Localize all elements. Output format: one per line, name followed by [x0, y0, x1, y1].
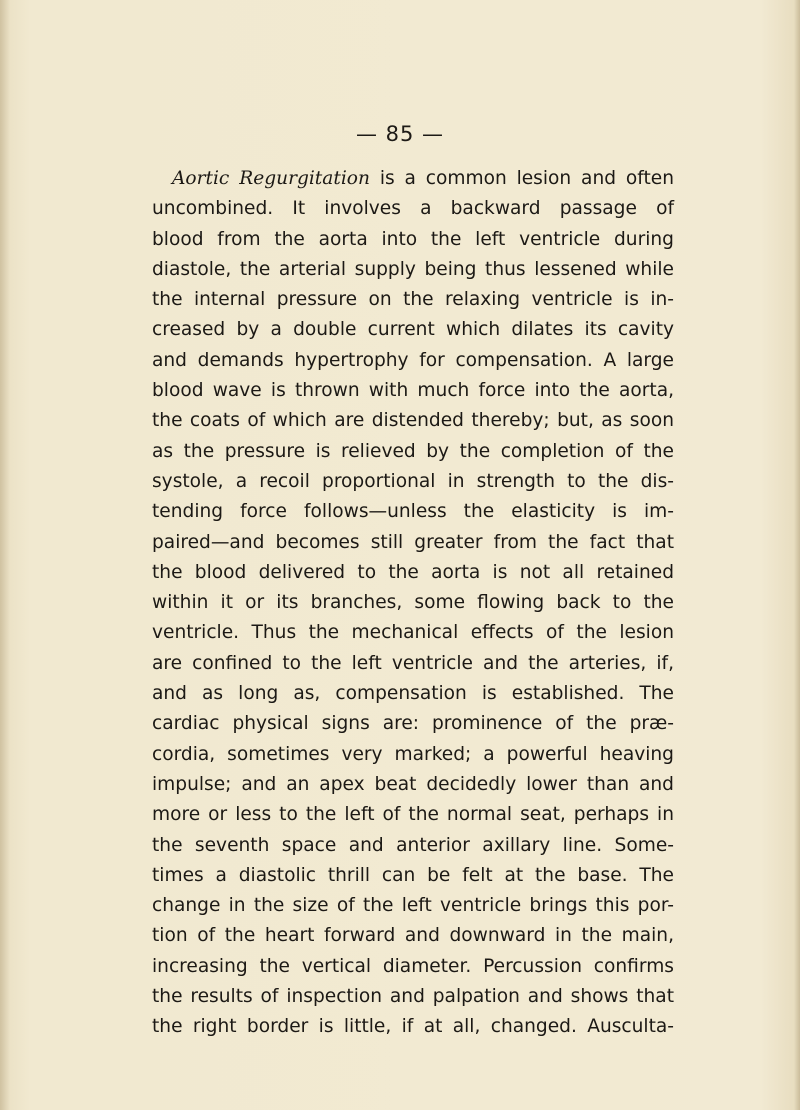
paragraph-line: are confined to the left ventricle and the arteries, if, — [152, 652, 674, 674]
paragraph-line: paired—and becomes still greater from the fact that — [152, 531, 674, 553]
paragraph-line: and demands hypertrophy for compensation. A large — [152, 349, 674, 371]
paragraph-line: increasing the vertical diameter. Percussion confirms — [152, 955, 674, 977]
paragraph-line: more or less to the left of the normal seat, perhaps in — [152, 804, 674, 826]
paragraph-line: impulse; and an apex beat decidedly lower than and — [152, 773, 674, 795]
paragraph-line: the blood delivered to the aorta is not all retained — [152, 561, 674, 583]
paragraph-line: the internal pressure on the relaxing ventricle is in- — [152, 289, 674, 311]
paragraph-line: cordia, sometimes very marked; a powerful heaving — [152, 743, 674, 765]
body-paragraph — [152, 164, 674, 1043]
paragraph-line: the results of inspection and palpation and shows that — [152, 986, 674, 1008]
paragraph-line: within it or its branches, some flowing back to the — [152, 592, 674, 614]
paragraph-line: and as long as, compensation is established. The — [152, 683, 674, 705]
paragraph-line: the coats of which are distended thereby; but, as soon — [152, 410, 674, 432]
section-title: Aortic Regurgitation — [172, 168, 370, 189]
paragraph-line-first — [152, 164, 674, 194]
paragraph-line: creased by a double current which dilates its cavity — [152, 319, 674, 341]
page-right-shadow — [794, 0, 800, 1110]
paragraph-line: ventricle. Thus the mechanical effects of the lesion — [152, 622, 674, 644]
paragraph-line: systole, a recoil proportional in strength to the dis- — [152, 470, 674, 492]
paragraph-line: blood from the aorta into the left ventricle during — [152, 228, 674, 250]
paragraph-line: cardiac physical signs are: prominence of the præ- — [152, 713, 674, 735]
paragraph-line: blood wave is thrown with much force into the aorta, — [152, 380, 674, 402]
paragraph-line: times a diastolic thrill can be felt at the base. The — [152, 864, 674, 886]
page-number: — 85 — — [355, 122, 445, 146]
paragraph-line: uncombined. It involves a backward passage of — [152, 198, 674, 220]
paragraph-line: tending force follows—unless the elasticity is im- — [152, 501, 674, 523]
paragraph-line: as the pressure is relieved by the completion of the — [152, 440, 674, 462]
paragraph-line: diastole, the arterial supply being thus lessened while — [152, 258, 674, 280]
paragraph-line-text: is a common lesion and often — [379, 168, 674, 189]
paragraph-line: the seventh space and anterior axillary line. Some- — [152, 834, 674, 856]
page-left-shadow — [0, 0, 10, 1110]
paragraph-line-last: the right border is little, if at all, changed. Ausculta- — [152, 1016, 674, 1038]
paragraph-line: tion of the heart forward and downward in the main, — [152, 925, 674, 947]
paragraph-line: change in the size of the left ventricle brings this por- — [152, 895, 674, 917]
